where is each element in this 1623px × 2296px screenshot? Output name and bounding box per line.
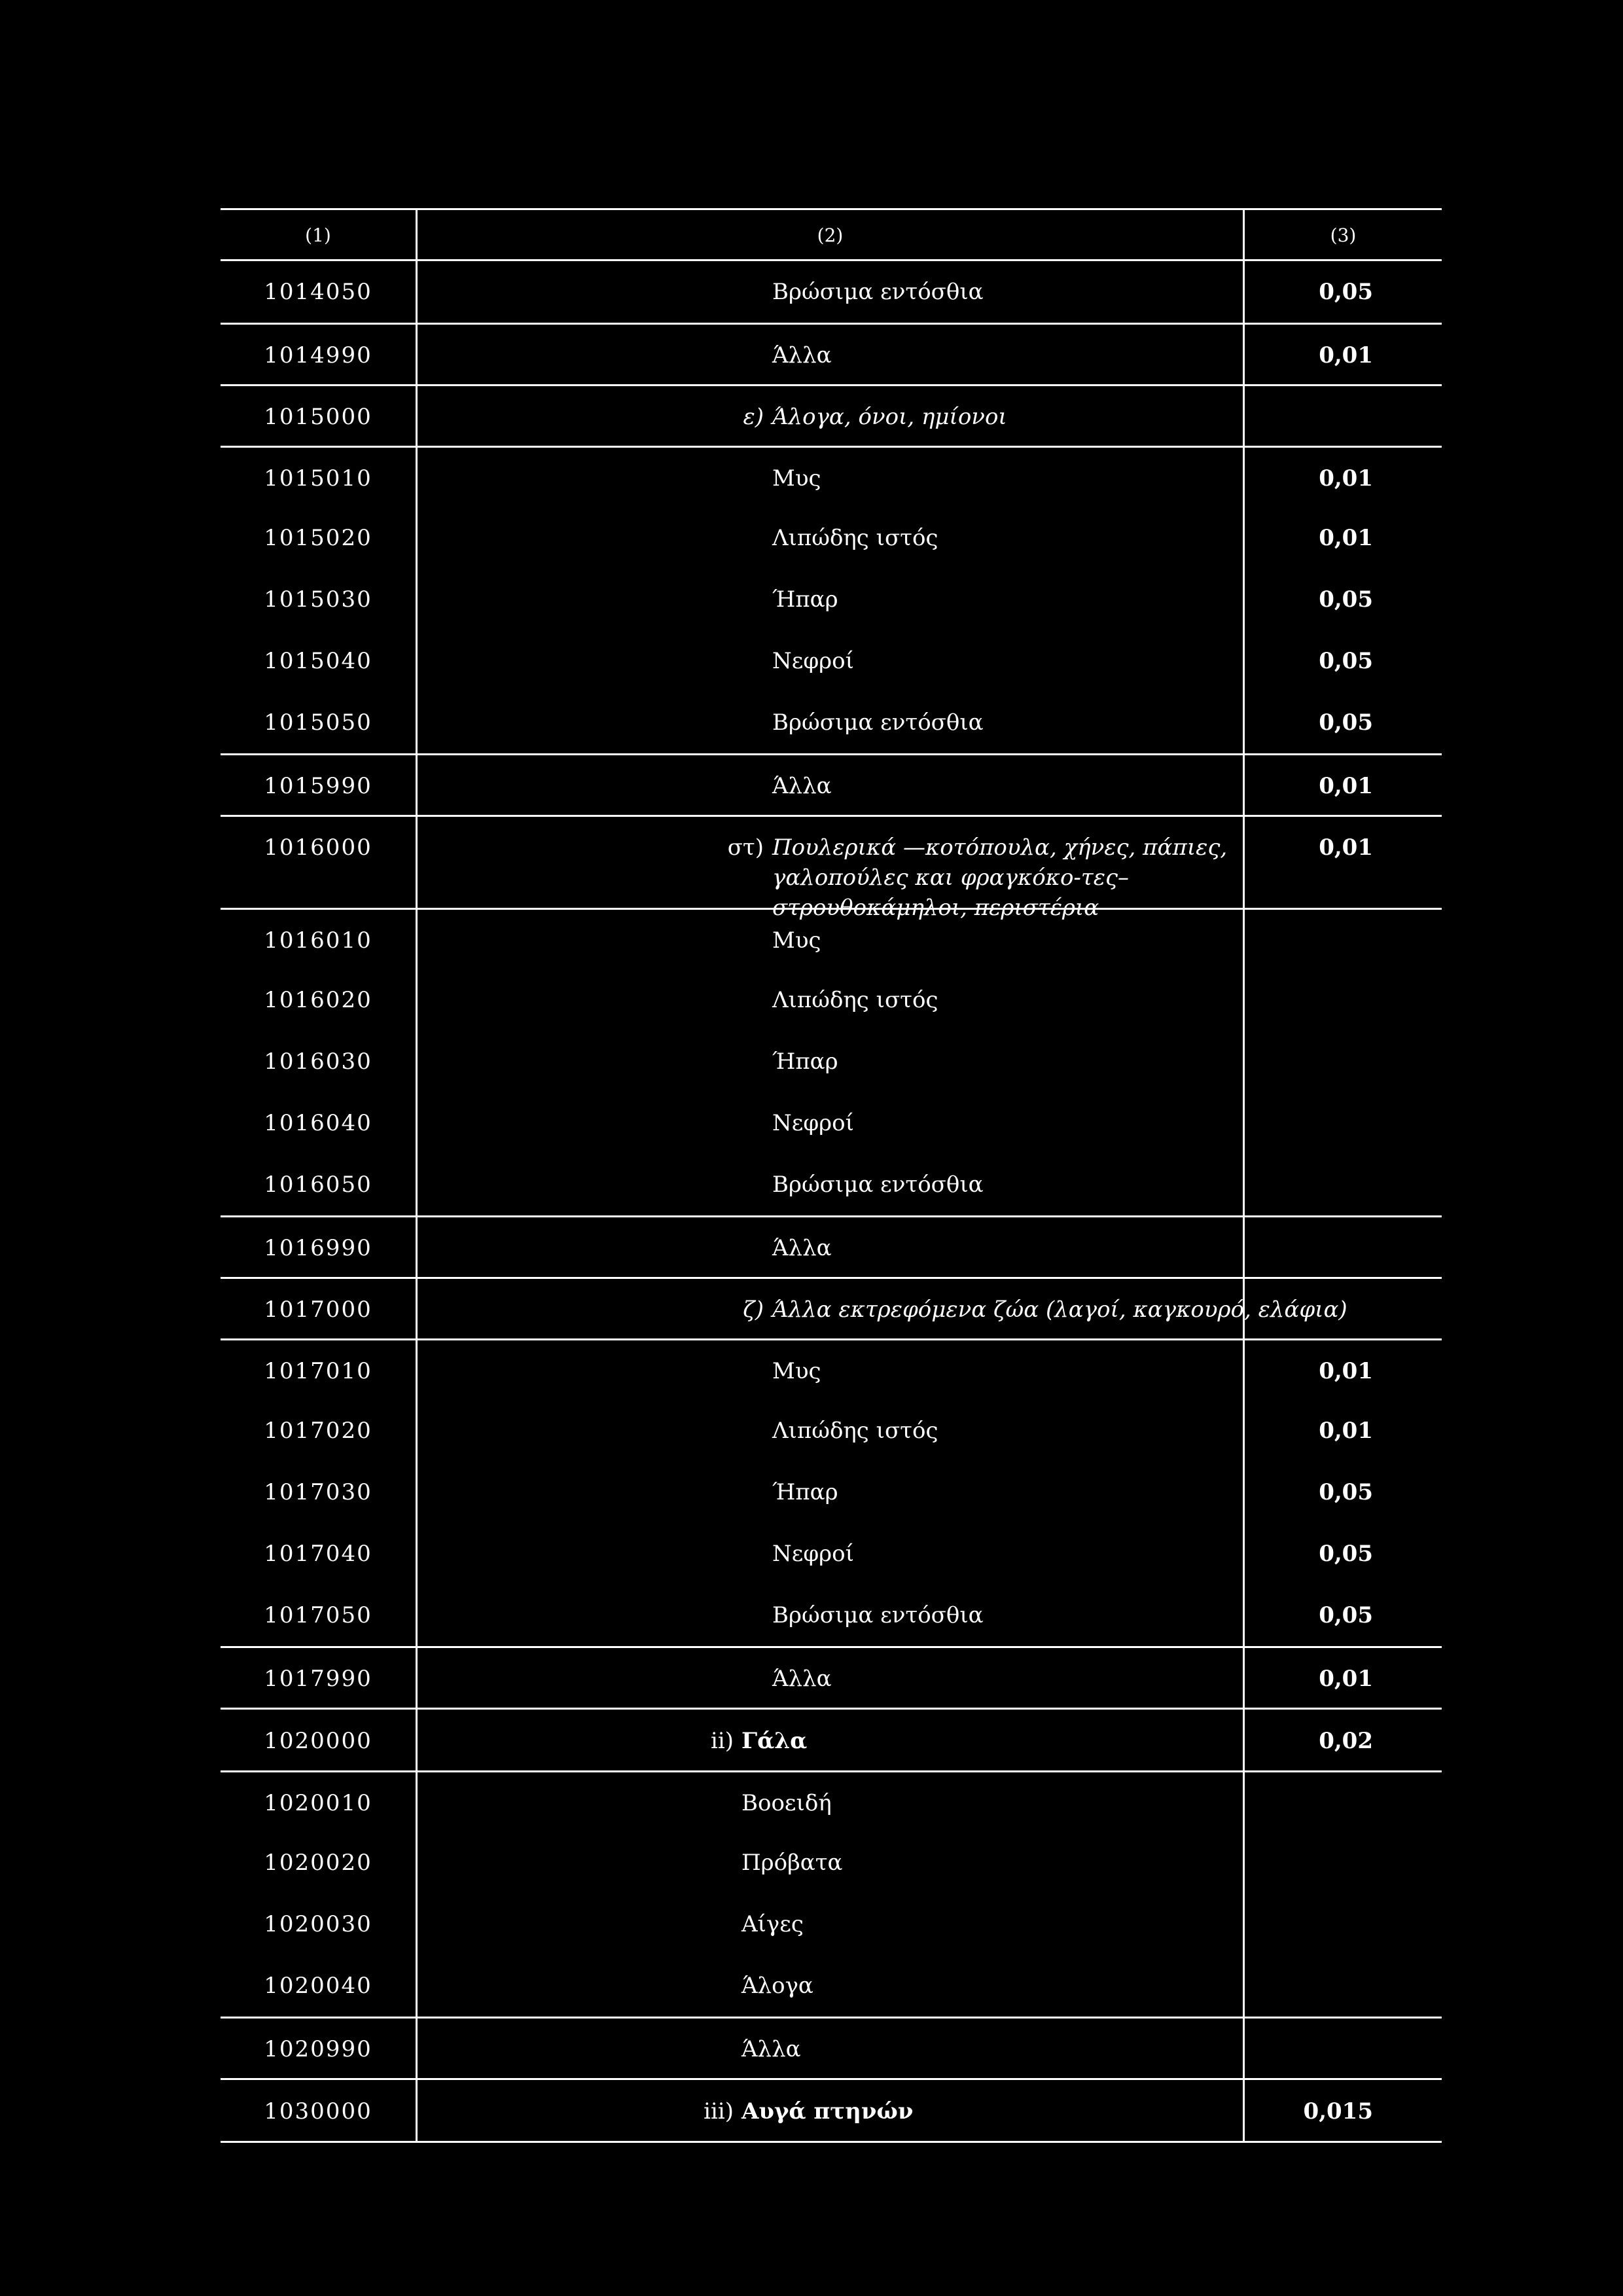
row-description: [418, 1772, 1245, 1832]
table-row: [221, 1400, 1442, 1462]
row-value: [1245, 1031, 1442, 1092]
row-code: 1017030: [221, 1462, 418, 1523]
table-row: [221, 1277, 1442, 1338]
table-row: [221, 569, 1442, 630]
row-code: 1014050: [221, 261, 418, 323]
row-description: [418, 1585, 1245, 1646]
row-code: 1015040: [221, 630, 418, 692]
table-row: [221, 908, 1442, 969]
row-label: Μυς: [772, 1358, 821, 1384]
table-row: [221, 969, 1442, 1031]
row-value: [1245, 969, 1442, 1031]
row-code: 1017050: [221, 1585, 418, 1646]
row-description: [418, 817, 1245, 921]
row-value: 0,05: [1319, 1602, 1373, 1628]
table-row: [221, 692, 1442, 753]
row-value: 0,01: [1319, 525, 1373, 551]
row-value: 0,01: [1319, 1666, 1373, 1692]
row-value: 0,01: [1319, 1418, 1373, 1444]
row-value: [1245, 1832, 1442, 1893]
row-label: Ήπαρ: [772, 586, 838, 613]
row-enumerator: στ): [727, 834, 764, 861]
row-label: Λιπώδης ιστός: [772, 987, 938, 1013]
table-row: [221, 2078, 1442, 2141]
table-row: [221, 815, 1442, 921]
row-value: 0,05: [1319, 586, 1373, 613]
row-description: [418, 1893, 1245, 1955]
row-value: [1245, 386, 1442, 446]
row-description: [418, 1648, 1245, 1708]
row-code: 1014990: [221, 325, 418, 384]
table-row: [221, 1955, 1442, 2017]
row-code: 1030000: [221, 2080, 418, 2141]
row-enumerator: ii): [710, 1728, 734, 1754]
row-code: 1017000: [221, 1279, 418, 1338]
row-description: [418, 261, 1245, 323]
row-value: [1245, 1893, 1442, 1955]
row-description: [418, 692, 1245, 753]
row-code: 1017010: [221, 1340, 418, 1400]
row-label: Πουλερικά —κοτόπουλα, χήνες, πάπιες, γαλοπούλες και φραγκόκο-τες–στρουθοκάμηλοι, περιστέρια: [772, 834, 1228, 921]
row-label: Άλλα: [741, 2036, 801, 2062]
row-value: [1245, 2018, 1442, 2078]
row-label: Πρόβατα: [741, 1850, 843, 1876]
table-row: [221, 1092, 1442, 1154]
row-code: 1016000: [221, 817, 418, 908]
row-value: 0,05: [1319, 1541, 1373, 1567]
table-header: [221, 210, 1442, 261]
header-col-2: (2): [418, 210, 1245, 259]
row-label: Άλλα: [772, 342, 832, 368]
row-label: Βρώσιμα εντόσθια: [772, 279, 984, 305]
table-row: [221, 1031, 1442, 1092]
row-code: 1020020: [221, 1832, 418, 1893]
row-code: 1017990: [221, 1648, 418, 1708]
row-description: [418, 1832, 1245, 1893]
table-row: [221, 446, 1442, 507]
row-description: [418, 1710, 1245, 1770]
table-row: [221, 384, 1442, 446]
row-description: [418, 1523, 1245, 1585]
row-description: [418, 507, 1245, 569]
row-description: [418, 1279, 1347, 1338]
table-row: [221, 1462, 1442, 1523]
row-description: [418, 1092, 1245, 1154]
table-row: [221, 1646, 1442, 1708]
row-code: 1015990: [221, 755, 418, 815]
table-row: [221, 1523, 1442, 1585]
row-value: [1245, 1092, 1442, 1154]
table-row: [221, 1832, 1442, 1893]
table-row: [221, 507, 1442, 569]
row-label: Νεφροί: [772, 648, 854, 674]
row-description: [418, 1154, 1245, 1215]
row-enumerator: iii): [704, 2098, 734, 2125]
row-description: [418, 448, 1245, 507]
row-value: 0,05: [1319, 648, 1373, 674]
row-description: [418, 969, 1245, 1031]
row-description: [418, 630, 1245, 692]
row-value: 0,01: [1319, 834, 1373, 861]
row-description: [418, 1340, 1245, 1400]
table-row: [221, 630, 1442, 692]
row-label: Νεφροί: [772, 1110, 854, 1136]
row-description: [418, 1462, 1245, 1523]
row-label: Μυς: [772, 927, 821, 954]
row-description: [418, 1955, 1245, 2017]
header-col-1: (1): [221, 210, 418, 259]
row-description: [418, 910, 1245, 969]
row-code: 1015000: [221, 386, 418, 446]
row-description: [418, 755, 1245, 815]
row-code: 1016030: [221, 1031, 418, 1092]
table-row: [221, 753, 1442, 815]
row-description: [418, 1217, 1245, 1277]
row-value: 0,05: [1319, 279, 1373, 305]
table-row: [221, 1154, 1442, 1215]
row-label: Ήπαρ: [772, 1479, 838, 1505]
row-code: 1020990: [221, 2018, 418, 2078]
row-value: [1245, 1772, 1442, 1832]
row-label: Άλλα εκτρεφόμενα ζώα (λαγοί, καγκουρό, ελάφια): [772, 1297, 1347, 1323]
row-label: Ήπαρ: [772, 1049, 838, 1075]
row-label: Λιπώδης ιστός: [772, 525, 938, 551]
table-row: [221, 1708, 1442, 1770]
table-row: [221, 1893, 1442, 1955]
row-code: 1016050: [221, 1154, 418, 1215]
table-row: [221, 1770, 1442, 1832]
row-code: 1015010: [221, 448, 418, 507]
row-label: Αίγες: [741, 1911, 804, 1937]
row-label: Μυς: [772, 465, 821, 492]
row-code: 1017020: [221, 1400, 418, 1462]
row-code: 1016040: [221, 1092, 418, 1154]
row-value: 0,01: [1319, 342, 1373, 368]
row-label: Άλλα: [772, 1235, 832, 1261]
table-row: [221, 2017, 1442, 2078]
row-enumerator: ζ): [743, 1297, 764, 1323]
row-value: 0,05: [1319, 1479, 1373, 1505]
table-body: [221, 261, 1442, 2141]
row-label: Γάλα: [741, 1728, 808, 1754]
row-value: 0,05: [1319, 709, 1373, 736]
row-code: 1015020: [221, 507, 418, 569]
row-value: 0,015: [1303, 2098, 1373, 2125]
row-label: Άλογα, όνοι, ημίονοι: [772, 404, 1007, 430]
row-value: [1245, 1955, 1442, 2017]
residue-limits-table: [221, 208, 1442, 2143]
row-label: Βοοειδή: [741, 1790, 832, 1816]
row-label: Άλλα: [772, 773, 832, 799]
row-label: Βρώσιμα εντόσθια: [772, 1172, 984, 1198]
row-value: 0,02: [1319, 1728, 1373, 1754]
row-code: 1017040: [221, 1523, 418, 1585]
row-code: 1020010: [221, 1772, 418, 1832]
row-label: Λιπώδης ιστός: [772, 1418, 938, 1444]
row-description: [418, 386, 1245, 446]
row-code: 1016990: [221, 1217, 418, 1277]
table-row: [221, 1338, 1442, 1400]
row-value: [1245, 1154, 1442, 1215]
row-description: [418, 569, 1245, 630]
row-code: 1020030: [221, 1893, 418, 1955]
table-row: [221, 261, 1442, 323]
row-value: [1245, 910, 1442, 969]
table-row: [221, 323, 1442, 384]
row-value: 0,01: [1319, 1358, 1373, 1384]
row-description: [418, 1031, 1245, 1092]
row-code: 1016010: [221, 910, 418, 969]
row-code: 1015050: [221, 692, 418, 753]
row-code: 1020000: [221, 1710, 418, 1770]
row-label: Νεφροί: [772, 1541, 854, 1567]
row-label: Βρώσιμα εντόσθια: [772, 709, 984, 736]
row-description: [418, 325, 1245, 384]
row-code: 1015030: [221, 569, 418, 630]
row-label: Βρώσιμα εντόσθια: [772, 1602, 984, 1628]
row-label: Αυγά πτηνών: [741, 2098, 914, 2125]
row-code: 1016020: [221, 969, 418, 1031]
row-description: [418, 2018, 1245, 2078]
row-enumerator: ε): [743, 404, 764, 430]
header-col-3: (3): [1330, 224, 1357, 246]
row-description: [418, 2080, 1245, 2141]
row-value: 0,01: [1319, 773, 1373, 799]
row-value: [1245, 1217, 1442, 1277]
table-row: [221, 1585, 1442, 1646]
row-label: Άλλα: [772, 1666, 832, 1692]
table-row: [221, 1215, 1442, 1277]
row-label: Άλογα: [741, 1973, 813, 1999]
row-code: 1020040: [221, 1955, 418, 2017]
row-description: [418, 1400, 1245, 1462]
row-value: 0,01: [1319, 465, 1373, 492]
